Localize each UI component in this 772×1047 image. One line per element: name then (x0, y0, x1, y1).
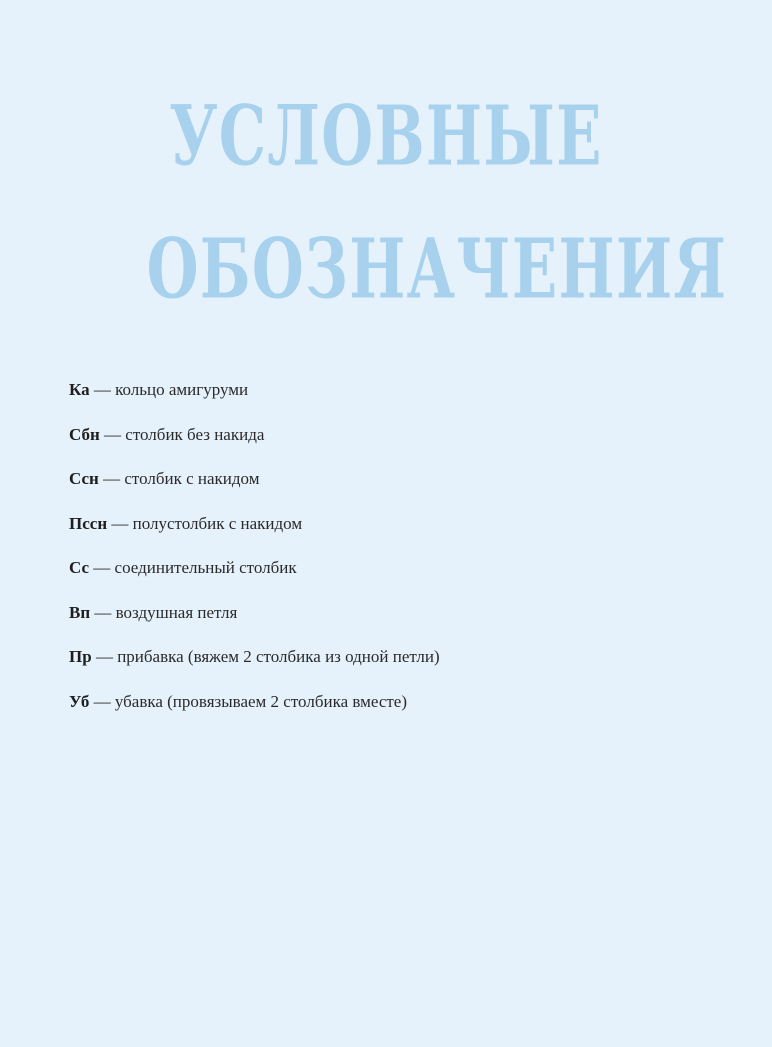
list-item-sbn (69, 425, 440, 445)
page-title-line-1: УСЛОВНЫЕ (169, 87, 603, 185)
list-item-pr (69, 647, 440, 667)
page-title-line-2: ОБОЗНАЧЕНИЯ (146, 220, 728, 318)
abbreviation: Ка (69, 380, 90, 399)
list-item-ssn (69, 469, 440, 489)
abbreviation-description: воздушная петля (115, 602, 238, 622)
abbreviation-description: кольцо амигуруми (115, 380, 249, 399)
abbreviations-list (69, 380, 440, 736)
abbreviation: Ссн (69, 469, 99, 488)
separator: — (98, 469, 125, 488)
separator: — (89, 380, 116, 399)
separator: — (89, 691, 115, 711)
abbreviation: Вп (69, 602, 91, 622)
separator: — (90, 602, 116, 622)
separator: — (89, 558, 115, 577)
abbreviation-description: убавка (провязываем 2 столбика вместе) (114, 691, 408, 711)
abbreviation-description: полустолбик с накидом (132, 513, 303, 533)
separator: — (91, 647, 118, 666)
abbreviation-description: столбик с накидом (124, 469, 260, 488)
separator: — (107, 513, 133, 533)
abbreviation: Пссн (69, 513, 108, 533)
list-item-ss (69, 558, 440, 578)
list-item-pssn (69, 514, 440, 534)
separator: — (99, 424, 126, 444)
abbreviation: Уб (69, 691, 90, 711)
abbreviation-description: прибавка (вяжем 2 столбика из одной петли) (117, 647, 440, 666)
list-item-ka (69, 380, 440, 400)
list-item-ub (69, 692, 440, 712)
abbreviation-description: соединительный столбик (114, 558, 297, 577)
list-item-vp (69, 603, 440, 623)
abbreviation: Сбн (69, 424, 100, 444)
abbreviation: Сс (69, 558, 90, 577)
abbreviation-description: столбик без накида (125, 424, 265, 444)
abbreviation: Пр (69, 647, 92, 666)
